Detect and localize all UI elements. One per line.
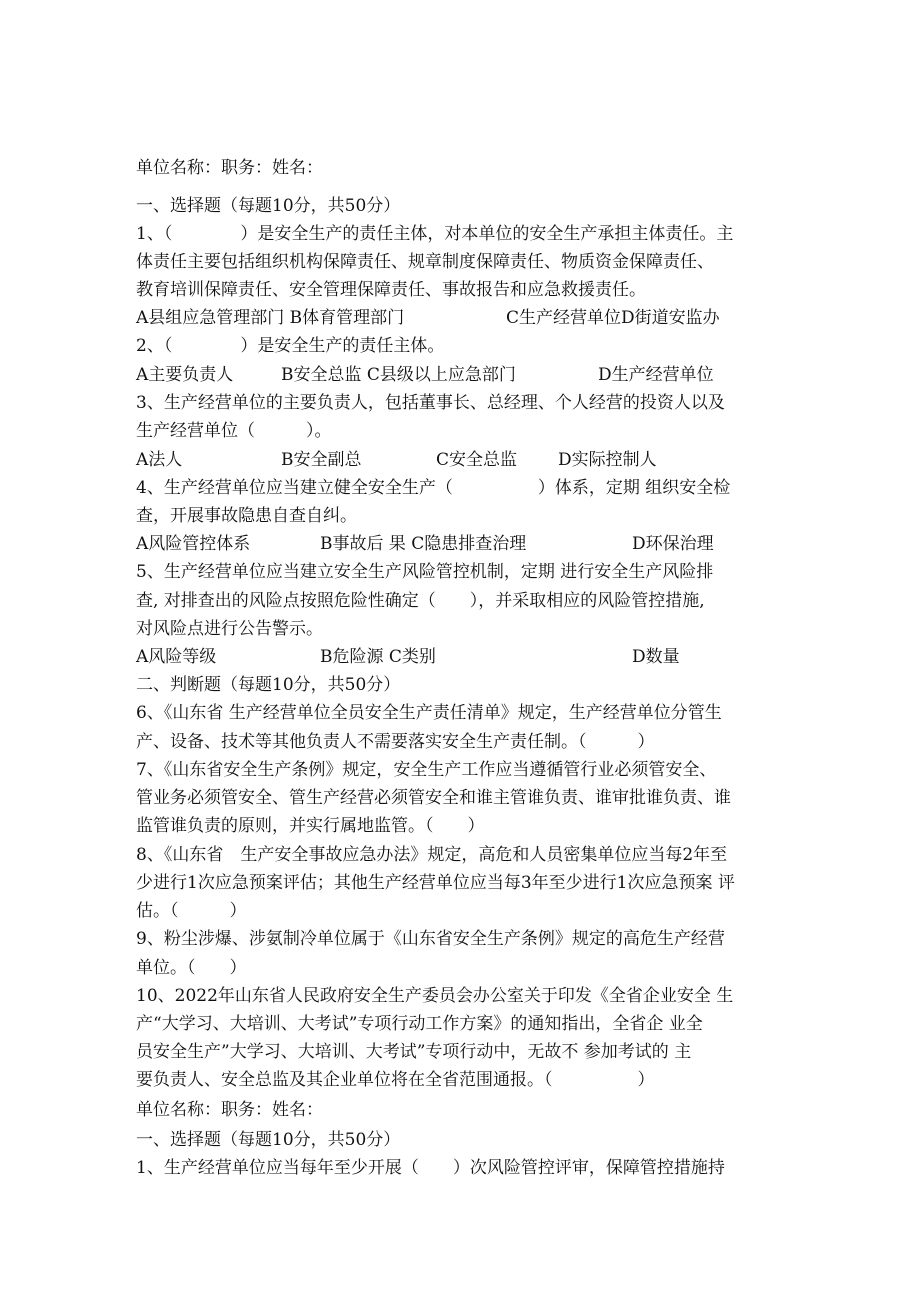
- question-1-line-1: 1、（ ）是安全生产的责任主体，对本单位的安全生产承担主体责任。主: [136, 224, 734, 244]
- header-unit-info: 单位名称：职务：姓名：: [136, 158, 323, 178]
- question-7-line-3: 监管谁负责的原则，并实行属地监管。（ ）: [136, 816, 485, 836]
- question-1-option-cd: C生产经营单位D街道安监办: [506, 308, 720, 328]
- section-title-judgement: 二、判断题（每题10分，共50分）: [136, 675, 401, 695]
- question-2-option-bc: B安全总监 C县级以上应急部门: [281, 365, 516, 385]
- question-3-option-d: D实际控制人: [558, 450, 657, 470]
- question-3-option-a: A法人: [136, 450, 183, 470]
- question-7-line-1: 7、《山东省安全生产条例》规定，安全生产工作应当遵循管行业必须管安全、: [136, 760, 717, 780]
- question-4-line-1: 4、生产经营单位应当建立健全安全生产（ ）体系，定期 组织安全检: [136, 478, 731, 498]
- question-4-option-bc: B事故后 果 C隐患排查治理: [320, 534, 527, 554]
- question-5-option-d: D数量: [632, 647, 680, 667]
- question-2: 2、（ ）是安全生产的责任主体。: [136, 336, 445, 356]
- question-4-option-a: A风险管控体系: [136, 534, 251, 554]
- question-3-option-c: C安全总监: [436, 450, 518, 470]
- question-5-line-2: 查, 对排查出的风险点按照危险性确定（ ），并采取相应的风险管控措施,: [136, 591, 705, 611]
- question-5-option-a: A风险等级: [136, 647, 217, 667]
- question-6-line-1: 6、《山东省 生产经营单位全员安全生产责任清单》规定，生产经营单位分管生: [136, 703, 722, 723]
- question-11-line-1: 1、生产经营单位应当每年至少开展（ ）次风险管控评审，保障管控措施持: [136, 1158, 725, 1178]
- question-5-line-1: 5、生产经营单位应当建立安全生产风险管控机制，定期 进行安全生产风险排: [136, 562, 714, 582]
- question-3-line-2: 生产经营单位（ ）。: [136, 421, 332, 441]
- question-9-line-2: 单位。（ ）: [136, 958, 247, 978]
- question-3-option-b: B安全副总: [281, 450, 362, 470]
- question-1-option-ab: A县组应急管理部门 B体育管理部门: [136, 308, 405, 328]
- question-5-option-bc: B危险源 C类别: [320, 647, 436, 667]
- question-7-line-2: 管业务必须管安全、管生产经营必须管安全和谁主管谁负责、谁审批谁负责、谁: [136, 788, 731, 808]
- question-8-line-2: 少进行1次应急预案评估；其他生产经营单位应当每3年至少进行1次应急预案 评: [136, 873, 735, 893]
- question-1-line-2: 体责任主要包括组织机构保障责任、规章制度保障责任、物质资金保障责任、: [136, 252, 714, 272]
- section-title-choice: 一、选择题（每题10分，共50分）: [136, 196, 401, 216]
- question-3-line-1: 3、生产经营单位的主要负责人，包括董事长、总经理、个人经营的投资人以及: [136, 393, 725, 413]
- question-1-line-3: 教育培训保障责任、安全管理保障责任、事故报告和应急救援责任。: [136, 280, 646, 300]
- question-5-line-3: 对风险点进行公告警示。: [136, 619, 323, 639]
- question-10-line-2: 产“大学习、大培训、大考试”专项行动工作方案》的通知指出，全省企 业全: [136, 1014, 703, 1034]
- question-10-line-4: 要负责人、安全总监及其企业单位将在全省范围通报。（ ）: [136, 1070, 655, 1090]
- question-2-option-d: D生产经营单位: [598, 365, 714, 385]
- question-8-line-3: 估。（ ）: [136, 901, 247, 921]
- section-title-choice-2: 一、选择题（每题10分，共50分）: [136, 1130, 401, 1150]
- header-unit-info-2: 单位名称：职务：姓名：: [136, 1100, 323, 1120]
- question-9-line-1: 9、粉尘涉爆、涉氨制冷单位属于《山东省安全生产条例》规定的高危生产经营: [136, 929, 725, 949]
- question-6-line-2: 产、设备、技术等其他负责人不需要落实安全生产责任制。（ ）: [136, 732, 655, 752]
- question-2-option-a: A主要负责人: [136, 365, 234, 385]
- question-10-line-1: 10、2022年山东省人民政府安全生产委员会办公室关于印发《全省企业安全 生: [136, 986, 734, 1006]
- question-4-line-2: 查，开展事故隐患自查自纠。: [136, 506, 357, 526]
- question-4-option-d: D环保治理: [632, 534, 714, 554]
- question-8-line-1: 8、《山东省 生产安全事故应急办法》规定，高危和人员密集单位应当每2年至: [136, 845, 728, 865]
- question-10-line-3: 员安全生产”大学习、大培训、大考试”专项行动中，无故不 参加考试的 主: [136, 1042, 692, 1062]
